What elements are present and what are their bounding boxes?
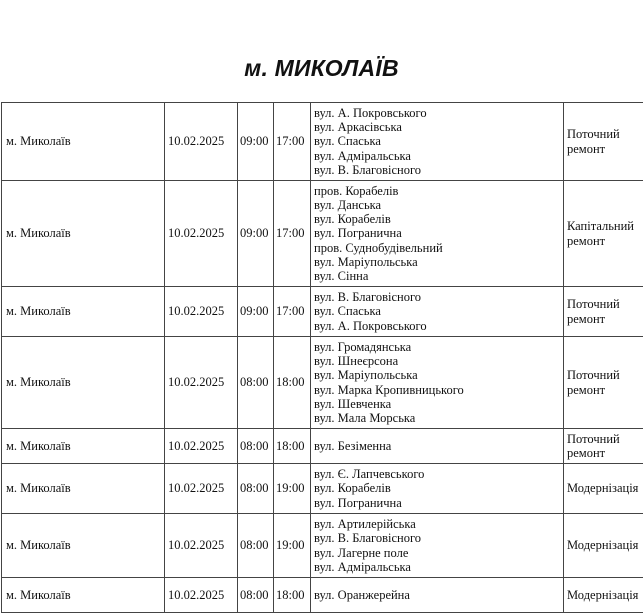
start-time-cell: 08:00: [238, 464, 274, 514]
street-name: вул. Мала Морська: [314, 411, 560, 425]
work-type-cell: Модернізація: [564, 464, 643, 514]
work-type-cell: Поточний ремонт: [564, 287, 643, 337]
street-name: вул. Маріупольська: [314, 255, 560, 269]
end-time-cell: 19:00: [274, 464, 311, 514]
page-title: м. МИКОЛАЇВ: [0, 55, 643, 82]
end-time-cell: 18:00: [274, 337, 311, 429]
date-cell: 10.02.2025: [165, 578, 238, 613]
work-type-cell: Поточний ремонт: [564, 337, 643, 429]
end-time-cell: 18:00: [274, 429, 311, 464]
end-time-cell: 17:00: [274, 103, 311, 181]
streets-cell: [311, 337, 564, 429]
date-cell: 10.02.2025: [165, 103, 238, 181]
street-name: вул. Корабелів: [314, 481, 560, 495]
street-name: вул. Погранична: [314, 496, 560, 510]
street-name: вул. Сінна: [314, 269, 560, 283]
street-name: вул. Громадянська: [314, 340, 560, 354]
start-time-cell: 08:00: [238, 337, 274, 429]
street-name: вул. Аркасівська: [314, 120, 560, 134]
streets-cell: [311, 103, 564, 181]
table-row: [2, 103, 643, 181]
street-name: вул. А. Покровського: [314, 319, 560, 333]
city-cell: м. Миколаїв: [2, 103, 165, 181]
city-cell: м. Миколаїв: [2, 337, 165, 429]
start-time-cell: 09:00: [238, 287, 274, 337]
start-time-cell: 09:00: [238, 181, 274, 287]
date-cell: 10.02.2025: [165, 514, 238, 578]
end-time-cell: 17:00: [274, 287, 311, 337]
street-name: вул. Оранжерейна: [314, 588, 560, 602]
end-time-cell: 17:00: [274, 181, 311, 287]
street-name: вул. Марка Кропивницького: [314, 383, 560, 397]
work-type-cell: Модернізація: [564, 578, 643, 613]
street-name: вул. В. Благовісного: [314, 531, 560, 545]
streets-cell: [311, 287, 564, 337]
table-row: [2, 287, 643, 337]
work-type-cell: Поточний ремонт: [564, 103, 643, 181]
street-name: вул. Безіменна: [314, 439, 560, 453]
street-name: вул. Погранична: [314, 226, 560, 240]
street-name: вул. Лагерне поле: [314, 546, 560, 560]
street-name: вул. Шевченка: [314, 397, 560, 411]
street-name: вул. Маріупольська: [314, 368, 560, 382]
table-row: [2, 464, 643, 514]
street-name: пров. Суднобудівельний: [314, 241, 560, 255]
end-time-cell: 18:00: [274, 578, 311, 613]
table-row: [2, 181, 643, 287]
date-cell: 10.02.2025: [165, 429, 238, 464]
street-name: вул. Данська: [314, 198, 560, 212]
table-row: [2, 578, 643, 613]
streets-cell: [311, 514, 564, 578]
date-cell: 10.02.2025: [165, 181, 238, 287]
start-time-cell: 08:00: [238, 578, 274, 613]
streets-cell: [311, 464, 564, 514]
street-name: вул. Адміральська: [314, 149, 560, 163]
date-cell: 10.02.2025: [165, 337, 238, 429]
table-row: [2, 337, 643, 429]
work-type-cell: Поточний ремонт: [564, 429, 643, 464]
street-name: вул. А. Покровського: [314, 106, 560, 120]
work-type-cell: Модернізація: [564, 514, 643, 578]
street-name: вул. В. Благовісного: [314, 163, 560, 177]
date-cell: 10.02.2025: [165, 287, 238, 337]
start-time-cell: 08:00: [238, 429, 274, 464]
city-cell: м. Миколаїв: [2, 578, 165, 613]
city-cell: м. Миколаїв: [2, 429, 165, 464]
street-name: вул. Корабелів: [314, 212, 560, 226]
street-name: вул. Адміральська: [314, 560, 560, 574]
city-cell: м. Миколаїв: [2, 181, 165, 287]
end-time-cell: 19:00: [274, 514, 311, 578]
street-name: вул. Є. Лапчевського: [314, 467, 560, 481]
street-name: пров. Корабелів: [314, 184, 560, 198]
outage-schedule-table: [1, 102, 643, 613]
street-name: вул. Артилерійська: [314, 517, 560, 531]
work-type-cell: Капітальний ремонт: [564, 181, 643, 287]
street-name: вул. Спаська: [314, 134, 560, 148]
date-cell: 10.02.2025: [165, 464, 238, 514]
street-name: вул. В. Благовісного: [314, 290, 560, 304]
city-cell: м. Миколаїв: [2, 464, 165, 514]
city-cell: м. Миколаїв: [2, 287, 165, 337]
streets-cell: [311, 429, 564, 464]
street-name: вул. Спаська: [314, 304, 560, 318]
street-name: вул. Шнеєрсона: [314, 354, 560, 368]
streets-cell: [311, 578, 564, 613]
city-cell: м. Миколаїв: [2, 514, 165, 578]
table-row: [2, 514, 643, 578]
start-time-cell: 08:00: [238, 514, 274, 578]
table-row: [2, 429, 643, 464]
start-time-cell: 09:00: [238, 103, 274, 181]
streets-cell: [311, 181, 564, 287]
